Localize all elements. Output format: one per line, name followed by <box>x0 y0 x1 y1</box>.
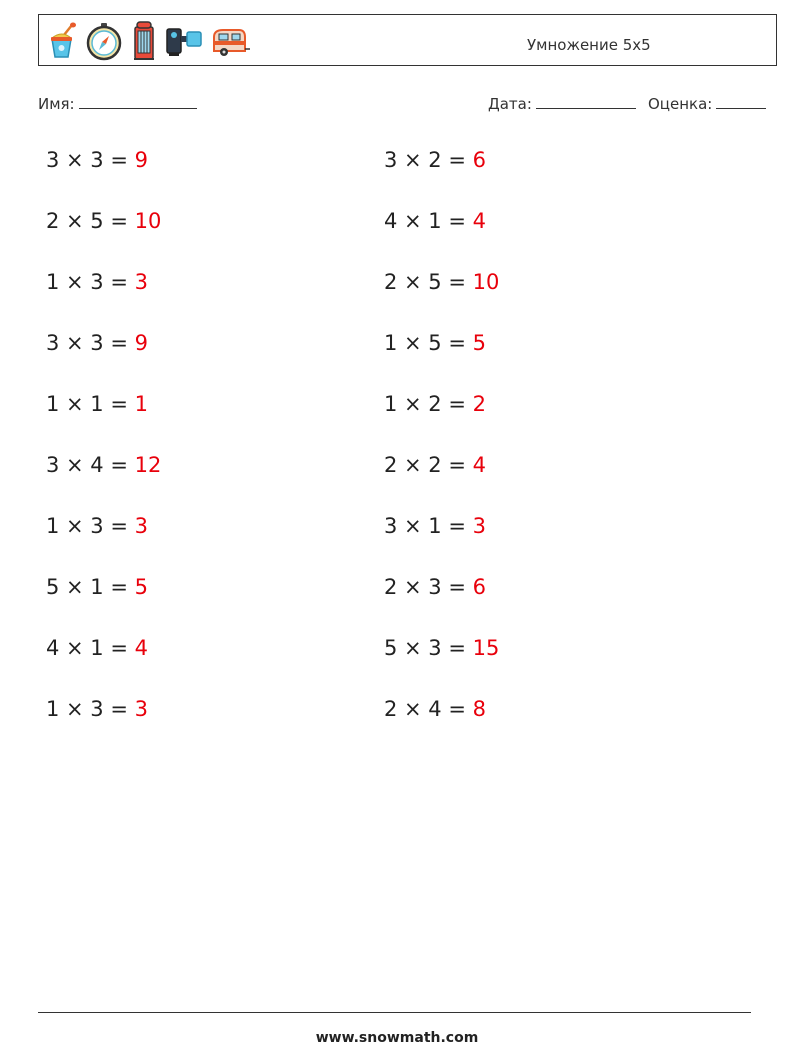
header-icons <box>47 21 251 61</box>
date-label: Дата: <box>488 95 532 113</box>
name-field <box>38 94 197 113</box>
problem-item <box>46 575 148 599</box>
problem-answer: 15 <box>472 636 500 660</box>
problem-item <box>384 270 499 294</box>
problem-answer: 5 <box>134 575 149 599</box>
problem-question: 4 × 1 = <box>384 209 466 233</box>
problem-item <box>384 209 486 233</box>
problem-item <box>46 331 148 355</box>
problem-answer: 4 <box>134 636 149 660</box>
problem-item <box>384 148 486 172</box>
date-field <box>488 94 636 113</box>
problem-item <box>46 514 148 538</box>
grade-field <box>648 94 766 113</box>
problem-item <box>384 453 486 477</box>
problem-item <box>384 636 499 660</box>
problem-question: 2 × 5 = <box>46 209 128 233</box>
problem-item <box>46 392 148 416</box>
problem-question: 2 × 3 = <box>384 575 466 599</box>
phone-booth-icon <box>131 21 157 61</box>
problem-item <box>384 331 486 355</box>
problem-question: 5 × 1 = <box>46 575 128 599</box>
problem-question: 2 × 2 = <box>384 453 466 477</box>
problem-question: 3 × 3 = <box>46 331 128 355</box>
problem-question: 2 × 5 = <box>384 270 466 294</box>
problem-question: 2 × 4 = <box>384 697 466 721</box>
problem-question: 1 × 2 = <box>384 392 466 416</box>
footer-divider <box>38 1012 751 1013</box>
problem-question: 1 × 3 = <box>46 270 128 294</box>
problem-answer: 2 <box>472 392 487 416</box>
problem-answer: 9 <box>134 331 149 355</box>
sand-bucket-icon <box>47 21 77 61</box>
problem-question: 3 × 4 = <box>46 453 128 477</box>
problem-item <box>46 636 148 660</box>
problem-answer: 10 <box>472 270 500 294</box>
problem-answer: 1 <box>134 392 149 416</box>
problem-item <box>384 697 486 721</box>
problem-item <box>384 514 486 538</box>
problem-question: 3 × 3 = <box>46 148 128 172</box>
problem-answer: 12 <box>134 453 162 477</box>
problem-item <box>46 697 148 721</box>
problem-item <box>384 575 486 599</box>
problem-answer: 10 <box>134 209 162 233</box>
compass-icon <box>85 21 123 61</box>
grade-blank <box>716 94 766 109</box>
name-blank <box>79 94 197 109</box>
worksheet-title: Умножение 5x5 <box>527 36 651 54</box>
problem-question: 3 × 1 = <box>384 514 466 538</box>
problem-answer: 4 <box>472 209 487 233</box>
problem-question: 1 × 3 = <box>46 514 128 538</box>
problem-item <box>46 270 148 294</box>
problem-item <box>46 209 161 233</box>
problem-answer: 4 <box>472 453 487 477</box>
problem-answer: 5 <box>472 331 487 355</box>
grade-label: Оценка: <box>648 95 713 113</box>
problem-answer: 3 <box>134 697 149 721</box>
problem-question: 1 × 3 = <box>46 697 128 721</box>
problem-answer: 9 <box>134 148 149 172</box>
problem-question: 1 × 5 = <box>384 331 466 355</box>
date-blank <box>536 94 636 109</box>
problem-answer: 3 <box>472 514 487 538</box>
name-label: Имя: <box>38 95 75 113</box>
problem-answer: 3 <box>134 270 149 294</box>
problem-item <box>384 392 486 416</box>
problem-item <box>46 148 148 172</box>
camcorder-icon <box>165 21 203 61</box>
problem-question: 1 × 1 = <box>46 392 128 416</box>
problem-item <box>46 453 161 477</box>
problem-answer: 6 <box>472 148 487 172</box>
footer-url: www.snowmath.com <box>315 1030 479 1046</box>
problem-question: 3 × 2 = <box>384 148 466 172</box>
worksheet-header <box>38 14 777 66</box>
camper-trailer-icon <box>211 21 251 61</box>
problem-answer: 8 <box>472 697 487 721</box>
problem-question: 4 × 1 = <box>46 636 128 660</box>
problem-question: 5 × 3 = <box>384 636 466 660</box>
problem-answer: 3 <box>134 514 149 538</box>
problem-answer: 6 <box>472 575 487 599</box>
